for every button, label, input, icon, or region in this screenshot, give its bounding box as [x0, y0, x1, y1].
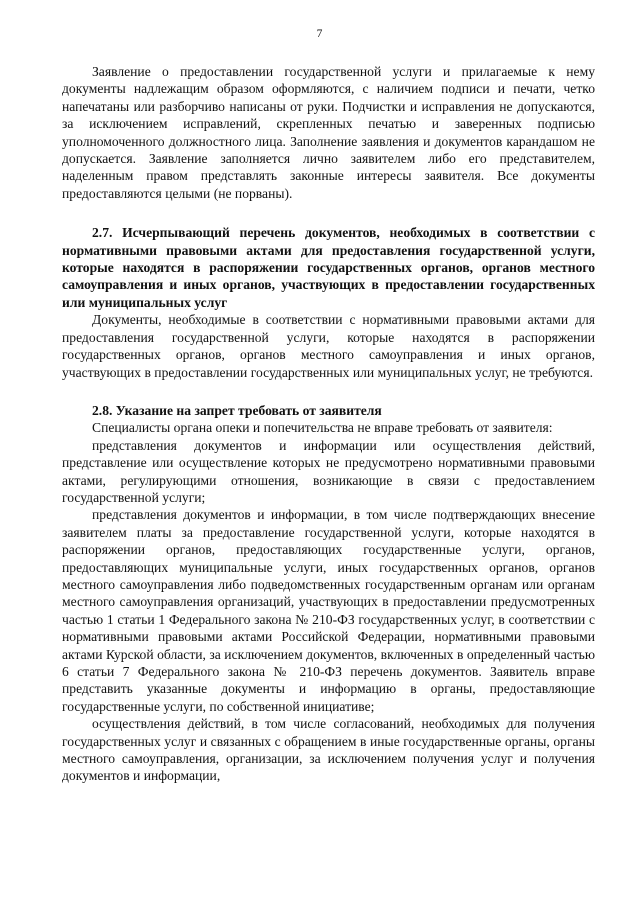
paragraph-specialists-prohibition: Специалисты органа опеки и попечительства не вправе требовать от заявителя:: [92, 420, 553, 436]
document-body: [62, 63, 595, 785]
page-number: 7: [316, 28, 323, 40]
paragraph-documents-not-required: Документы, необходимые в соответствии с нормативными правовыми актами для предоставления государственной услуги, которые находятся в распоряжении государственных органов, органов местного самоуправления и иных органов, участвующих в предоставлении государственных или муниципальных услуг, не требуются.: [62, 312, 595, 380]
section-heading-2-7: 2.7. Исчерпывающий перечень документов, необходимых в соответствии с нормативными правовыми актами для предоставления государственной услуги, которые находятся в распоряжении государственных органов, органов местного самоуправления и иных органов, участвующих в предоставлении государственных или муниципальных услуг: [62, 225, 595, 310]
paragraph-application-requirements: Заявление о предоставлении государственной услуги и прилагаемые к нему документы надлежащим образом оформляются, с наличием подписи и печати, четко напечатаны или разборчиво написаны от руки. Подчистки и исправления не допускаются, за исключением исправлений, скрепленных печатью и заверенных подписью уполномоченного должностного лица. Заполнение заявления и документов карандашом не допускается. Заявление заполняется лично заявителем либо его представителем, наделенным правом представлять законные интересы заявителя. Все документы предоставляются целыми (не порваны).: [62, 64, 595, 201]
paragraph-prohibition-item-2: представления документов и информации, в том числе подтверждающих внесение заявителем платы за предоставление государственной услуги, которые находятся в распоряжении органов, предоставляющих государственные услуги, органов, предоставляющих муниципальные услуги, иных государственных органов, органов местного самоуправления либо подведомственных государственным органам или органам местного самоуправления организаций, участвующих в предоставлении предусмотренных частью 1 статьи 1 Федерального закона № 210-ФЗ государственных услуг, в соответствии с нормативными правовыми актами Российской Федерации, нормативными правовыми актами Курской области, за исключением документов, включенных в определенный частью 6 статьи 7 Федерального закона № 210-ФЗ перечень документов. Заявитель вправе представить указанные документы и информацию в органы, предоставляющие государственные услуги, по собственной инициативе;: [62, 507, 595, 714]
paragraph-prohibition-item-1: представления документов и информации или осуществления действий, представление или осуществление которых не предусмотрено нормативными правовыми актами, регулирующими отношения, возникающие в связи с предоставлением государственной услуги;: [62, 437, 595, 505]
paragraph-prohibition-item-3: осуществления действий, в том числе согласований, необходимых для получения государственных услуг и связанных с обращением в иные государственные органы, органы местного самоуправления, организации, за исключением получения услуг и получения документов и информации,: [62, 716, 595, 784]
section-heading-2-8: 2.8. Указание на запрет требовать от заявителя: [92, 402, 382, 418]
